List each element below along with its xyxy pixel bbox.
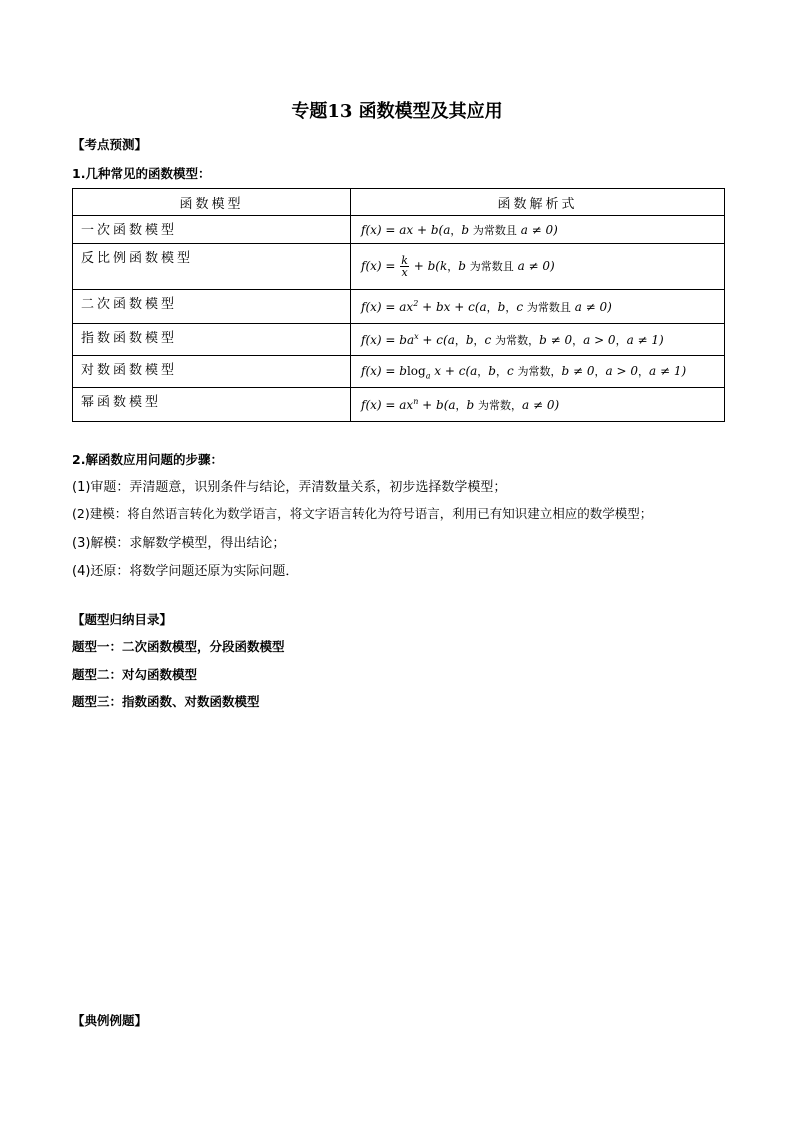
model-formula bbox=[351, 388, 725, 422]
table-row bbox=[73, 290, 725, 324]
model-name: 二次函数模型 bbox=[73, 290, 351, 324]
fraction: $\frac{k}{x}$ bbox=[401, 254, 408, 279]
table-header-model: 函数模型 bbox=[73, 189, 351, 216]
section-catalog-heading: 【题型归纳目录】 bbox=[72, 612, 173, 627]
step-item: (1)审题：弄清题意，识别条件与结论，弄清数量关系，初步选择数学模型； bbox=[72, 480, 507, 495]
table-header-formula: 函数解析式 bbox=[351, 189, 725, 216]
step-item: (2)建模：将自然语言转化为数学语言，将文字语言转化为符号语言，利用已有知识建立相应的数学模型； bbox=[72, 506, 653, 521]
formula-text: $f(x) = ax^n + b(a$，b 为常数，a ≠ 0) bbox=[361, 396, 560, 412]
table-row bbox=[73, 356, 725, 388]
function-models-table bbox=[72, 188, 725, 422]
model-formula bbox=[351, 290, 725, 324]
catalog-item: 题型三：指数函数、对数函数模型 bbox=[72, 694, 260, 709]
section-forecast-heading: 【考点预测】 bbox=[72, 137, 148, 152]
formula-text: $f(x) = ax^2$ + bx + c(a，b，c 为常数且 a ≠ 0) bbox=[361, 298, 612, 314]
model-name: 反比例函数模型 bbox=[73, 244, 351, 290]
step-item: (3)解模：求解数学模型，得出结论； bbox=[72, 536, 286, 551]
model-name: 对数函数模型 bbox=[73, 356, 351, 388]
model-formula bbox=[351, 216, 725, 244]
model-name: 幂函数模型 bbox=[73, 388, 351, 422]
table-row bbox=[73, 244, 725, 290]
formula-text: f(x) = $\frac{k}{x}$ + b(k，b 为常数且 a ≠ 0) bbox=[361, 254, 555, 279]
catalog-item: 题型一：二次函数模型，分段函数模型 bbox=[72, 639, 285, 654]
model-formula bbox=[351, 244, 725, 290]
steps-heading: 2.解函数应用问题的步骤： bbox=[72, 452, 223, 467]
page-title: 专题13 函数模型及其应用 bbox=[291, 101, 503, 122]
formula-text: $f(x) = ba^x + c(a$，b，c 为常数，b ≠ 0，a > 0，a ≠ 1) bbox=[361, 331, 664, 347]
table-row bbox=[73, 388, 725, 422]
model-name: 一次函数模型 bbox=[73, 216, 351, 244]
step-item: (4)还原：将数学问题还原为实际问题． bbox=[72, 564, 299, 579]
model-formula bbox=[351, 356, 725, 388]
table-row bbox=[73, 216, 725, 244]
common-models-heading: 1.几种常见的函数模型： bbox=[72, 166, 211, 181]
table-row bbox=[73, 324, 725, 356]
model-name: 指数函数模型 bbox=[73, 324, 351, 356]
formula-text: f(x) = blog$_a$ x + c(a，b，c 为常数，b ≠ 0，a > 0，a ≠ 1) bbox=[361, 363, 687, 381]
table-header-row bbox=[73, 189, 725, 216]
model-formula bbox=[351, 324, 725, 356]
section-examples-heading: 【典例例题】 bbox=[72, 1013, 148, 1028]
formula-text: f(x) = ax + b(a，b 为常数且 a ≠ 0) bbox=[361, 222, 558, 237]
catalog-item: 题型二：对勾函数模型 bbox=[72, 667, 198, 682]
